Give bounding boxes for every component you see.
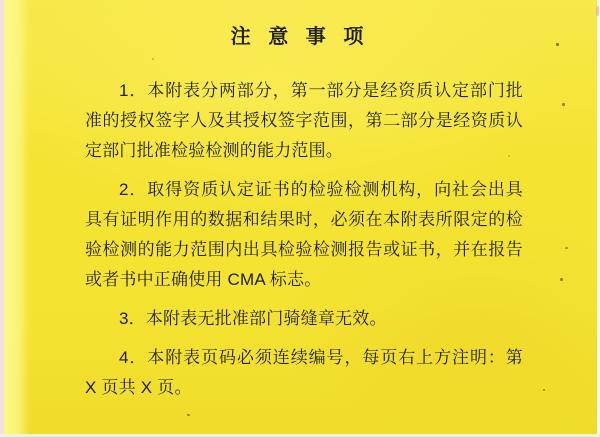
notice-paragraph-1: 1．本附表分两部分，第一部分是经资质认定部门批准的授权签字人及其授权签字范围，第二部分是经资质认定部门批准检验检测的能力范围。 bbox=[85, 81, 523, 160]
scan-speckle bbox=[187, 414, 190, 416]
notice-paragraph-4: 4．本附表页码必须连续编号，每页右上方注明：第 X 页共 X 页。 bbox=[85, 348, 523, 397]
notice-paragraph-2: 2．取得资质认定证书的检验检测机构，向社会出具具有证明作用的数据和结果时，必须在本附表所限定的检验检测的能力范围内出具检验检测报告或证书，并在报告或者书中正确使用 CMA 标志。 bbox=[85, 180, 523, 289]
notice-body bbox=[0, 76, 600, 403]
page-title: 注 意 事 项 bbox=[230, 26, 370, 48]
notice-paragraph-3: 3．本附表无批准部门骑缝章无效。 bbox=[119, 309, 387, 328]
